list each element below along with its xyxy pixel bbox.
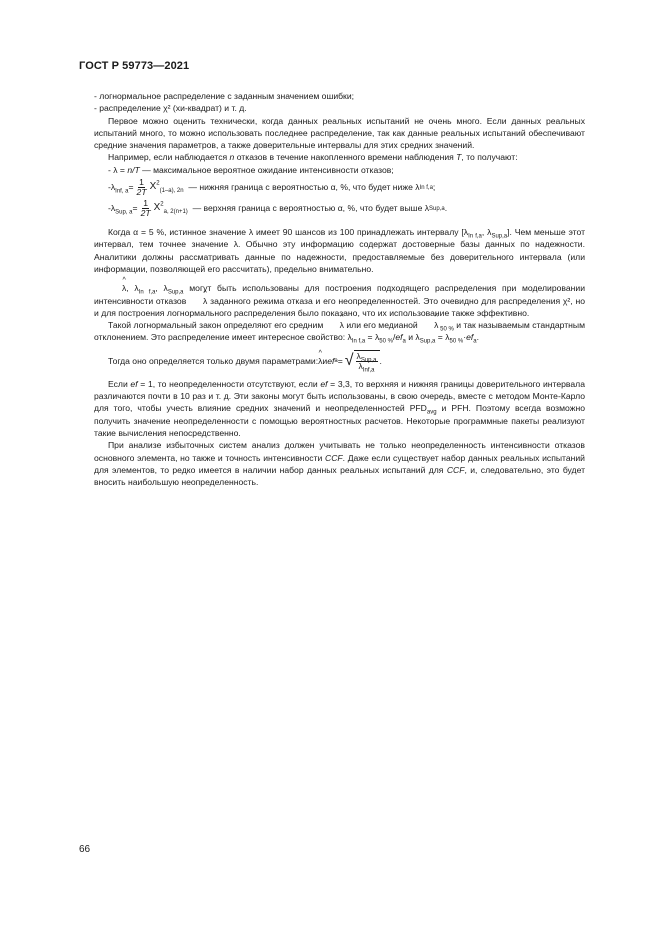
paragraph-example: Например, если наблюдается n отказов в течение накопленного времени наблюдения T, то получают:	[108, 152, 518, 163]
formula-upper-bound: - $\lambda_{Sup, a}$ = $\frac{1}{2T}$ $X^2_{a, 2(n+1)}$ — верхняя граница с вероятностью α, %, что будет выше λ Sup,a .	[108, 198, 448, 219]
page-number: 66	[79, 844, 91, 855]
fraction: $\frac{1}{2T}$	[136, 177, 147, 198]
paragraph-confidence-interval: Когда α = 5 %, истинное значение λ имеет 90 шансов из 100 принадлежать интервалу [$\lambda_{In f,a}$, $\lambda_{Sup,a}$]. Чем меньше этот интервал, тем точнее значение λ. Обычно эту информацию содержат достоверные базы данных по надежности. Аналитики должны рассматривать данные по надежности, предоставляемые без доверительного интервала (или информации, позволяющей его рассчитать), предельно внимательно.	[94, 227, 586, 274]
list-item-chi-square: - распределение χ² (хи-квадрат) и т. д.	[94, 103, 247, 114]
paragraph-lognormal-law: Такой логнормальный закон определяют его средним ^ λ или его медианой ^ λ $_{50 \%}$ и так называемым стандартным отклонением. Это распределение имеет интересное свойство: $\lambda_{In f,a} = \lambda_{50 \%}/ef_a$ и $\lambda_{Sup,a} = \lambda_{50 \%}\cdot ef_a$.	[94, 319, 585, 344]
fraction: $\frac{\lambda_{Sup,a}}{\lambda_{Inf,a}}$	[356, 350, 377, 374]
formula-lower-bound: - $\lambda_{Inf, a}$ = $\frac{1}{2T}$ $X^2_{(1-a), 2n}$ — нижняя граница с вероятностью α, %, что будет ниже λ In f,a ;	[108, 177, 436, 198]
page-content	[94, 90, 585, 488]
paragraph-monte-carlo: Если ef = 1, то неопределенности отсутствуют, если ef = 3,3, то верхняя и нижняя границы доверительного интервала различаются почти в 10 раз и т. д. Эти законы могут быть использованы, в свою очередь, вместе с методом Монте-Карло для того, чтобы учесть влияние средних значений и неопределенностей $PFD_{avg}$ и PFH. Поэтому всегда возможно получить значение неопределенности с помощью вероятностных расчетов. Некоторые программные пакеты реализуют такие вычисления непосредственно.	[94, 378, 585, 438]
paragraph-distribution-building: ^ λ, $\lambda_{In f,a}$, $\lambda_{Sup,a}$ могут быть использованы для построения подходящего распределения при моделировании интенсивности отказов ^ λ заданного режима отказа и его неопределенностей. Это очевидно для распределения χ², но и для построения логнормального распределения было показано, что их использование также эффективно.	[94, 282, 585, 319]
paragraph-estimation: Первое можно оценить технически, когда данных реальных испытаний не очень много. Если данных реальных испытаний много, то можно использовать последнее распределение, так как данные реальных испытаний обеспечивают средние значения параметров, а также доверительные интервалы для этих средних значений.	[94, 115, 585, 151]
paragraph-redundant-systems: При анализе избыточных систем анализ должен учитывать не только неопределенность интенсивности отказов основного элемента, но также и точность интенсивности CCF. Даже если существует набор данных реальных испытаний для элементов, то редко имеется в наличии набор данных реальных испытаний для CCF, и, следовательно, это будет вносить наибольшую неопределенность.	[94, 440, 586, 488]
square-root: √ $\frac{\lambda_{Sup,a}}{\lambda_{Inf,a}}$	[345, 350, 380, 372]
document-header: ГОСТ Р 59773—2021	[79, 60, 190, 72]
fraction: $\frac{1}{2T}$	[140, 198, 151, 219]
list-item-max-likelihood: - λ = n/T — максимальное вероятное ожидание интенсивности отказов;	[108, 164, 394, 175]
list-item-lognormal: - логнормальное распределение с заданным значением ошибки;	[94, 91, 355, 101]
formula-error-factor: Тогда оно определяется только двумя параметрами: ^ λ и ef a = √ $\frac{\lambda_{Sup,a}}{\lambda_{Inf,a}}$ .	[108, 350, 585, 372]
